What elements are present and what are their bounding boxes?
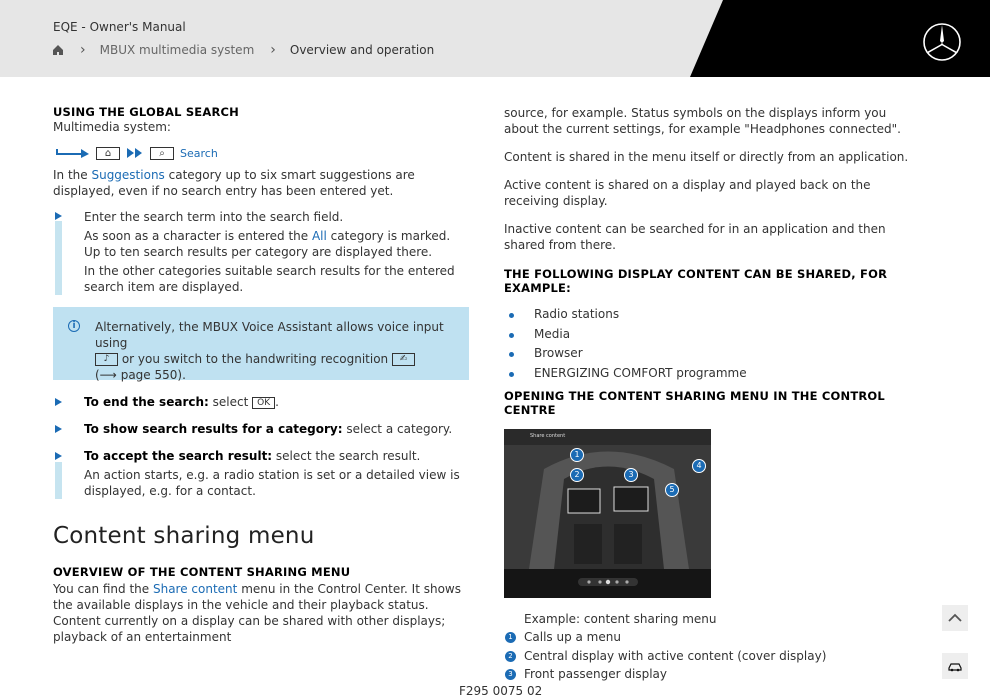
show-label: To show search results for a category: bbox=[84, 422, 343, 436]
figure-caption: Example: content sharing menu bbox=[524, 612, 717, 626]
double-arrow-icon bbox=[126, 147, 144, 159]
overview-heading: OVERVIEW OF THE CONTENT SHARING MENU bbox=[53, 565, 351, 579]
step1-b: In the other categories suitable search results for the entered search item are displayed. bbox=[84, 264, 455, 294]
vehicle-overview-graphic bbox=[504, 429, 711, 569]
scroll-to-top-button[interactable] bbox=[942, 605, 968, 631]
step1-a-post: category is marked. Up to ten search results per category are displayed there. bbox=[84, 229, 451, 259]
legend-text: Calls up a menu bbox=[524, 630, 621, 644]
step-bar bbox=[55, 462, 62, 499]
page-reference-link[interactable]: (⟶ page 550). bbox=[95, 368, 186, 382]
breadcrumb bbox=[52, 42, 434, 58]
breadcrumb-mbux[interactable]: MBUX multimedia system bbox=[99, 43, 255, 57]
step1-a-pre: As soon as a character is entered the bbox=[84, 229, 312, 243]
chevron-up-icon bbox=[942, 605, 968, 631]
overview-pre: You can find the bbox=[53, 582, 153, 596]
share-content-link[interactable]: Share content bbox=[152, 582, 238, 596]
path-arrow-icon bbox=[56, 147, 90, 159]
mercedes-star-logo bbox=[922, 22, 962, 62]
all-link[interactable]: All bbox=[311, 229, 327, 243]
accept-text: select the search result. bbox=[272, 449, 421, 463]
step1-a bbox=[84, 228, 469, 260]
ok-key: OK bbox=[252, 397, 275, 409]
page-header bbox=[0, 0, 990, 77]
list-item: Radio stations bbox=[504, 305, 924, 325]
info-line2-text: or you switch to the handwriting recognition bbox=[118, 352, 389, 366]
dock-icons bbox=[504, 569, 711, 598]
legend-item bbox=[508, 628, 924, 647]
info-line1: Alternatively, the MBUX Voice Assistant allows voice input using bbox=[95, 320, 444, 350]
left-column bbox=[53, 105, 469, 645]
screen-top-label: Share content bbox=[530, 433, 566, 439]
breadcrumb-current: Overview and operation bbox=[289, 43, 435, 57]
list-item: Media bbox=[504, 325, 924, 345]
legend-item bbox=[508, 647, 924, 666]
callout-1: 1 bbox=[570, 448, 584, 462]
manual-title: EQE - Owner's Manual bbox=[53, 20, 186, 34]
step-enter-term bbox=[53, 209, 469, 295]
search-path-link[interactable]: Search bbox=[180, 146, 218, 160]
callout-5: 5 bbox=[665, 483, 679, 497]
overview-post: menu in the Control Center. It shows the available displays in the vehicle and their playback status. Content currently on a display can be shared with other displays; playback of an entertainment bbox=[53, 582, 461, 644]
step-arrow-icon bbox=[55, 398, 62, 406]
callout-3: 3 bbox=[624, 468, 638, 482]
callout-4: 4 bbox=[692, 459, 706, 473]
shared-paragraph: Content is shared in the menu itself or directly from an application. bbox=[504, 150, 909, 164]
home-key-icon: ⌂ bbox=[96, 147, 120, 160]
end-label: To end the search: bbox=[84, 395, 209, 409]
accept-label: To accept the search result: bbox=[84, 449, 273, 463]
search-key-icon: ⌕ bbox=[150, 147, 174, 160]
handwriting-key-icon: ✍ bbox=[392, 353, 415, 366]
car-icon bbox=[942, 653, 968, 679]
home-icon[interactable] bbox=[52, 44, 64, 56]
step-end-search: To end the search: select OK . bbox=[53, 394, 469, 410]
overview-paragraph bbox=[53, 581, 469, 645]
shareable-list bbox=[504, 305, 924, 383]
info-icon: i bbox=[68, 320, 80, 332]
search-steps bbox=[53, 209, 469, 295]
chevron-right-icon: › bbox=[270, 42, 276, 58]
list-item: Browser bbox=[504, 344, 924, 364]
right-column bbox=[504, 105, 924, 684]
section-title: Content sharing menu bbox=[53, 523, 315, 549]
voice-key-icon: ♪ bbox=[95, 353, 118, 366]
step-bar bbox=[55, 221, 62, 295]
shareable-heading: THE FOLLOWING DISPLAY CONTENT CAN BE SHARED, FOR EXAMPLE: bbox=[504, 267, 888, 295]
list-item: ENERGIZING COMFORT programme bbox=[504, 364, 924, 384]
legend-number: 1 bbox=[505, 632, 516, 643]
suggestions-paragraph bbox=[53, 167, 469, 199]
chevron-right-icon: › bbox=[80, 42, 86, 58]
info-line2 bbox=[95, 351, 449, 367]
step-arrow-icon bbox=[55, 212, 62, 220]
inactive-paragraph: Inactive content can be searched for in an application and then shared from there. bbox=[504, 222, 886, 252]
opening-heading: OPENING THE CONTENT SHARING MENU IN THE CONTROL CENTRE bbox=[504, 389, 885, 417]
intro-pre: In the bbox=[53, 168, 92, 182]
brand-icon-button[interactable] bbox=[942, 653, 968, 679]
show-text: select a category. bbox=[342, 422, 453, 436]
multimedia-label: Multimedia system: bbox=[53, 120, 171, 134]
status-paragraph: source, for example. Status symbols on the displays inform you about the current settings, for example "Headphones connected". bbox=[504, 106, 901, 136]
step-arrow-icon bbox=[55, 425, 62, 433]
legend-number: 2 bbox=[505, 651, 516, 662]
intro-post: category up to six smart suggestions are displayed, even if no search entry has been entered yet. bbox=[53, 168, 415, 198]
figure-code: F295 0075 02 bbox=[459, 684, 543, 698]
menu-path bbox=[56, 145, 469, 161]
step-arrow-icon bbox=[55, 452, 62, 460]
figure-legend bbox=[508, 610, 924, 684]
info-box bbox=[53, 307, 469, 380]
screen-dock bbox=[504, 569, 711, 598]
step1-text: Enter the search term into the search field. bbox=[84, 210, 344, 224]
legend-text: Central display with active content (cover display) bbox=[524, 648, 827, 663]
legend-text: Front passenger display bbox=[524, 667, 667, 681]
step-accept-result bbox=[53, 448, 469, 499]
end-text: select bbox=[208, 395, 253, 409]
callout-2: 2 bbox=[570, 468, 584, 482]
global-search-heading: USING THE GLOBAL SEARCH bbox=[53, 105, 239, 119]
suggestions-link[interactable]: Suggestions bbox=[91, 168, 165, 182]
accept-detail: An action starts, e.g. a radio station is set or a detailed view is displayed, e.g. for a contact. bbox=[84, 468, 460, 498]
step-show-results bbox=[53, 421, 469, 437]
content-sharing-screenshot bbox=[504, 429, 711, 598]
screen-content bbox=[504, 429, 711, 569]
legend-number: 3 bbox=[505, 669, 516, 680]
legend-item bbox=[508, 665, 924, 684]
active-paragraph: Active content is shared on a display and played back on the receiving display. bbox=[504, 178, 871, 208]
